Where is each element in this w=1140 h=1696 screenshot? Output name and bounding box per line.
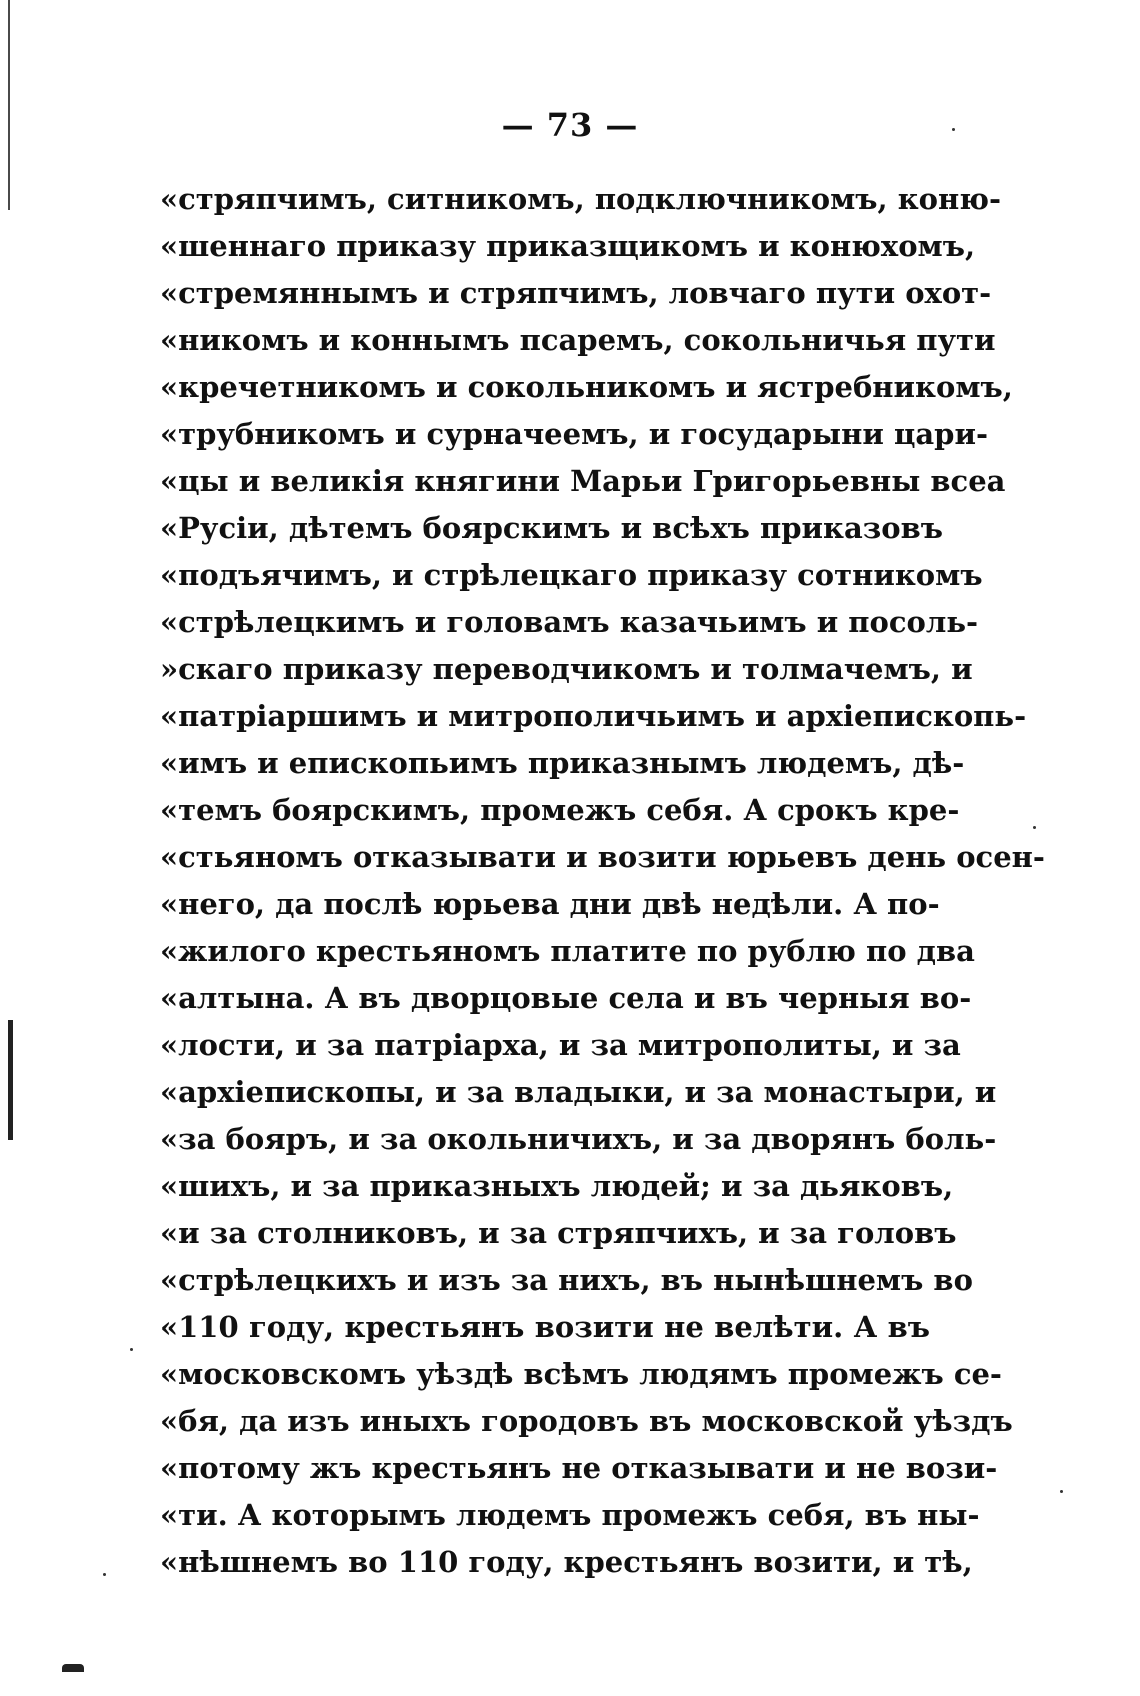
- page-edge-shadow-lower: [8, 1020, 13, 1140]
- text-line: «патріаршимъ и митрополичьимъ и архіепископь-: [160, 699, 1027, 733]
- page-edge-shadow: [8, 0, 10, 210]
- text-line: «алтына. А въ дворцовые села и въ черныя во-: [160, 981, 972, 1015]
- text-line: «ти. А которымъ людемъ промежъ себя, въ ны-: [160, 1498, 980, 1532]
- scan-speck: [1060, 1490, 1063, 1493]
- text-line: «шеннаго приказу приказщикомъ и конюхомъ,: [160, 229, 976, 263]
- text-line: «шихъ, и за приказныхъ людей; и за дьяковъ,: [160, 1169, 954, 1203]
- text-line: «за бояръ, и за окольничихъ, и за дворянъ боль-: [160, 1122, 997, 1156]
- body-text: [160, 176, 1045, 1586]
- scan-speck: [952, 128, 955, 131]
- text-line: «стрѣлецкимъ и головамъ казачьимъ и посоль-: [160, 605, 979, 639]
- scan-speck: [130, 1348, 133, 1351]
- text-line: «стрѣлецкихъ и изъ за нихъ, въ нынѣшнемъ во: [160, 1263, 973, 1297]
- text-line: «110 году, крестьянъ возити не велѣти. А въ: [160, 1310, 930, 1344]
- text-line: «темъ боярскимъ, промежъ себя. А срокъ кре-: [160, 793, 960, 827]
- text-line: «него, да послѣ юрьева дни двѣ недѣли. А по-: [160, 887, 940, 921]
- text-line: «бя, да изъ иныхъ городовъ въ московской уѣздъ: [160, 1404, 1013, 1438]
- text-line: «жилого крестьяномъ платите по рублю по два: [160, 934, 975, 968]
- text-line: «подъячимъ, и стрѣлецкаго приказу сотникомъ: [160, 558, 983, 592]
- text-line: «потому жъ крестьянъ не отказывати и не вози-: [160, 1451, 998, 1485]
- text-line: «и за столниковъ, и за стряпчихъ, и за головъ: [160, 1216, 957, 1250]
- scan-speck: [1033, 826, 1036, 829]
- text-line: «стремяннымъ и стряпчимъ, ловчаго пути охот-: [160, 276, 992, 310]
- text-line: «Русіи, дѣтемъ боярскимъ и всѣхъ приказовъ: [160, 511, 943, 545]
- page-number: — 73 —: [501, 106, 639, 144]
- text-line: «никомъ и коннымъ псаремъ, сокольничья пути: [160, 323, 996, 357]
- text-line: «нѣшнемъ во 110 году, крестьянъ возити, и тѣ,: [160, 1545, 973, 1579]
- text-line: «имъ и епископьимъ приказнымъ людемъ, дѣ-: [160, 746, 965, 780]
- text-line: «лости, и за патріарха, и за митрополиты, и за: [160, 1028, 961, 1062]
- text-line: «архіепископы, и за владыки, и за монастыри, и: [160, 1075, 997, 1109]
- text-line: «московскомъ уѣздѣ всѣмъ людямъ промежъ се-: [160, 1357, 1002, 1391]
- text-line: «цы и великія княгини Марьи Григорьевны всеа: [160, 464, 1006, 498]
- scan-speck: [103, 1573, 106, 1576]
- text-line: «стьяномъ отказывати и возити юрьевъ день осен-: [160, 840, 1045, 874]
- text-line: «трубникомъ и сурначеемъ, и государыни цари-: [160, 417, 988, 451]
- text-line: »скаго приказу переводчикомъ и толмачемъ, и: [160, 652, 973, 686]
- text-line: «стряпчимъ, ситникомъ, подключникомъ, коню-: [160, 182, 1002, 216]
- text-line: «кречетникомъ и сокольникомъ и ястребникомъ,: [160, 370, 1013, 404]
- scan-mark: [62, 1664, 84, 1672]
